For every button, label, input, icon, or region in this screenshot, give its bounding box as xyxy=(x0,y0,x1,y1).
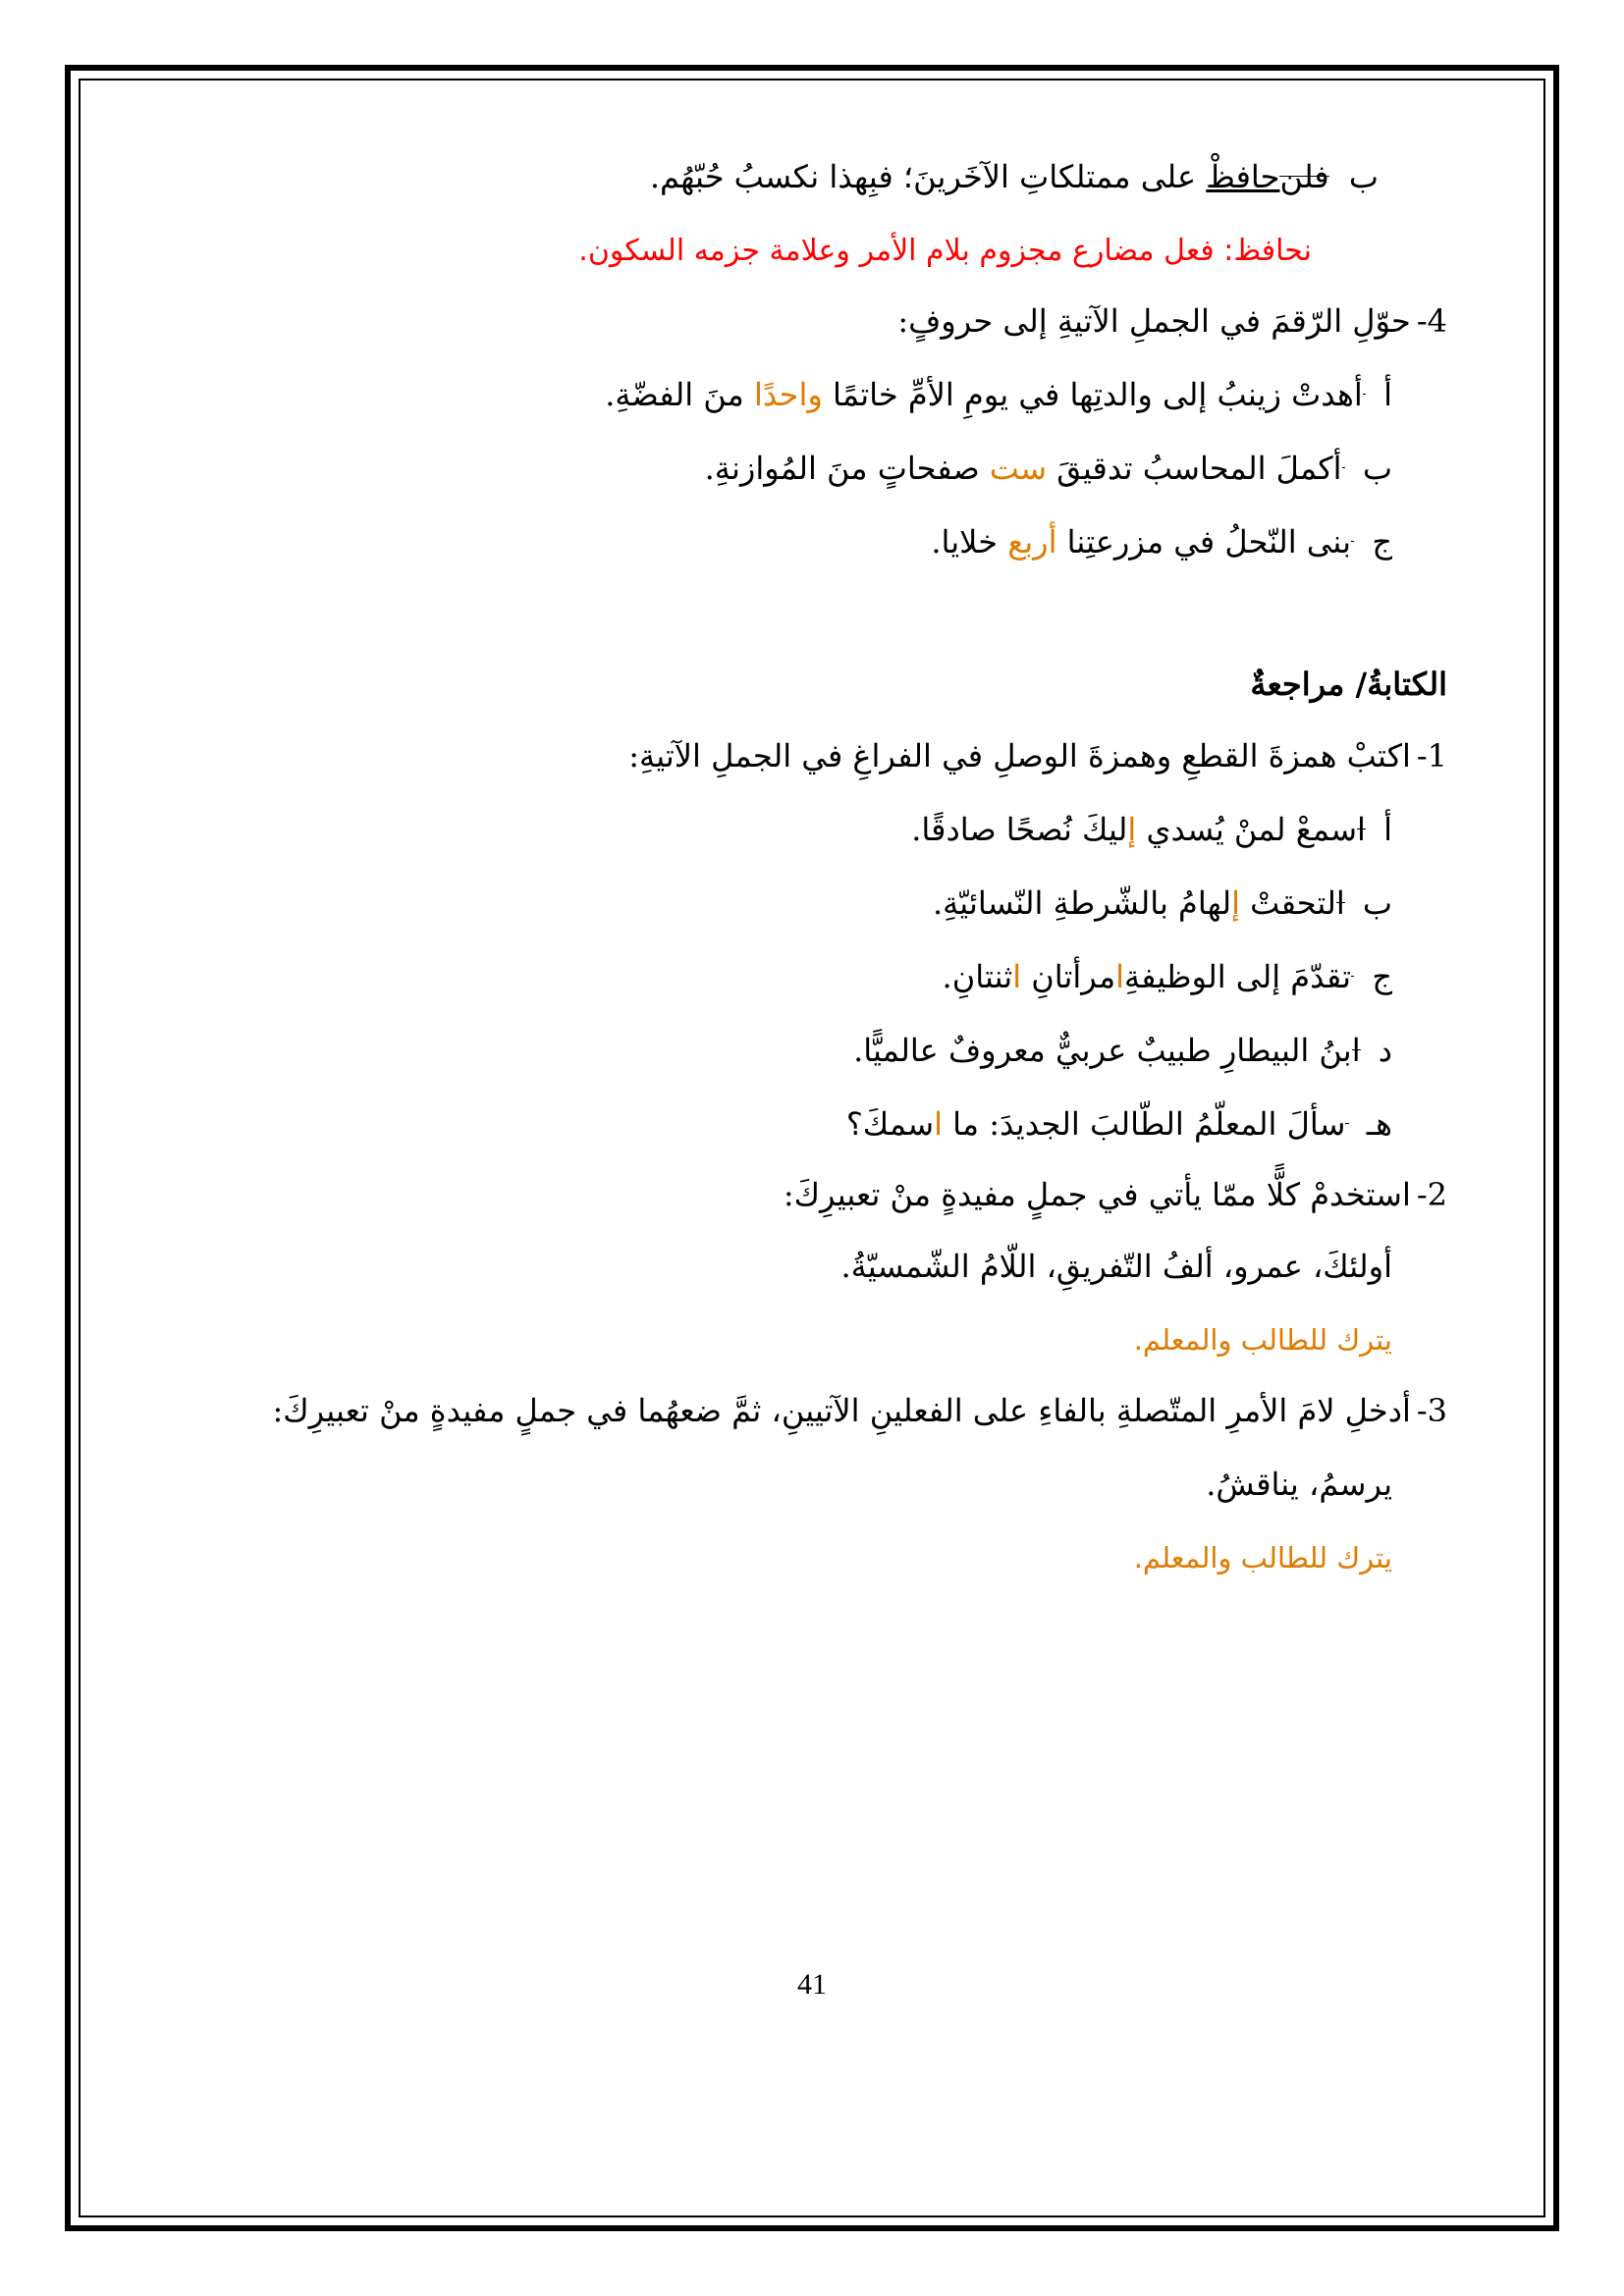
hamza-answer: ا xyxy=(1115,958,1124,995)
writing-item-d xyxy=(853,1029,1392,1072)
hamza-answer: ا xyxy=(934,1105,943,1143)
writing-question-2 xyxy=(784,1173,1447,1216)
dash-marker xyxy=(1363,373,1366,416)
sentence-text: منَ الفضّةِ. xyxy=(605,376,744,413)
writing-question-3-words: يرسمُ، يناقشُ. xyxy=(1206,1466,1392,1503)
hamza-answer: ا xyxy=(1357,811,1366,848)
sentence-text: تقدّمَ إلى الوظيفةِ xyxy=(1123,958,1351,995)
dash-marker xyxy=(1279,155,1328,198)
writing-item-b xyxy=(933,881,1392,925)
writing-question-3 xyxy=(272,1389,1447,1432)
sentence-text: سألَ المعلّمُ الطّالبَ الجديدَ: ما xyxy=(942,1105,1346,1143)
sentence-text: ثنتانِ. xyxy=(942,958,1013,995)
hamza-answer: إ xyxy=(1231,884,1240,922)
writing-question-2-note: يترك للطالب والمعلم. xyxy=(1133,1323,1392,1357)
question-4 xyxy=(897,299,1447,343)
writing-item-a xyxy=(911,808,1392,851)
item-letter: ب xyxy=(1362,884,1392,922)
answer-word: أربع xyxy=(1007,523,1057,561)
dash-marker xyxy=(1342,447,1345,490)
sentence-text: بنى النّحلُ في مزرعتِنا xyxy=(1066,523,1351,561)
question-text: اكتبْ همزةَ القطعِ وهمزةَ الوصلِ في الفراغِ في الجملِ الآتيةِ: xyxy=(628,737,1411,774)
question-text: حوّلِ الرّقمَ في الجملِ الآتيةِ إلى حروفٍ: xyxy=(897,302,1411,340)
question-4-item-a xyxy=(605,373,1392,416)
writing-item-e xyxy=(846,1102,1392,1146)
question-4-item-b xyxy=(705,447,1392,490)
hamza-answer: ا xyxy=(1351,1032,1361,1069)
underlined-verb: حافظْ xyxy=(1206,158,1280,195)
dash-marker xyxy=(1351,955,1354,998)
sentence-text: أكملَ المحاسبُ تدقيقَ xyxy=(1056,450,1342,487)
sentence-text: خلايا. xyxy=(931,523,999,561)
section-title: الكتابةُ/ مراجعةٌ xyxy=(1250,666,1447,703)
hamza-answer: ا xyxy=(1012,958,1022,995)
sentence-text: سمعْ لمنْ يُسدي xyxy=(1136,811,1358,848)
sentence-text: ليكَ نُصحًا صادقًا. xyxy=(911,811,1128,848)
sentence-b-keep xyxy=(650,155,1379,198)
dash-marker xyxy=(1336,881,1345,925)
sentence-text: أهدتْ زينبُ إلى والدتِها في يومِ الأمِّ خاتمًا xyxy=(832,376,1363,413)
question-4-item-c xyxy=(931,520,1392,563)
page-number: 41 xyxy=(797,1968,827,2001)
item-letter: ب xyxy=(1362,450,1392,487)
sentence-text: بنُ البيطارِ طبيبٌ عربيٌّ معروفٌ عالميًّا. xyxy=(853,1032,1352,1069)
dash-marker xyxy=(1351,520,1354,563)
sentence-text: سمكَ؟ xyxy=(845,1105,935,1143)
hamza-answer: ا xyxy=(1335,884,1345,922)
question-number: 2- xyxy=(1416,1176,1447,1213)
answer-prefix: فلن xyxy=(1279,158,1329,195)
question-text: أدخلِ لامَ الأمرِ المتّصلةِ بالفاءِ على الفعلينِ الآتيينِ، ثمَّ ضعهُما في جملٍ مفيدةٍ منْ تعبيرِكَ: xyxy=(272,1392,1411,1429)
sentence-text: لتحقتْ xyxy=(1239,884,1336,922)
item-letter: هـ xyxy=(1366,1105,1392,1143)
item-letter: أ xyxy=(1383,376,1392,413)
question-number: 3- xyxy=(1416,1392,1447,1429)
writing-question-2-words: أولئكَ، عمرو، ألفُ التّفريقِ، اللّامُ الشّمسيّةُ. xyxy=(840,1248,1392,1285)
dash-marker xyxy=(1345,1102,1348,1146)
answer-word: ست xyxy=(989,450,1048,487)
dash-marker xyxy=(1357,808,1366,851)
item-letter: أ xyxy=(1383,811,1392,848)
sentence-text: لهامُ بالشّرطةِ النّسائيّةِ. xyxy=(932,884,1232,922)
answer-note-red: نحافظ: فعل مضارع مجزوم بلام الأمر وعلامة جزمه السكون. xyxy=(578,234,1312,268)
question-number: 4- xyxy=(1416,302,1447,340)
dash-marker xyxy=(1352,1029,1361,1072)
writing-question-3-note: يترك للطالب والمعلم. xyxy=(1133,1541,1392,1575)
item-letter: ج xyxy=(1372,523,1392,561)
writing-question-1 xyxy=(628,734,1447,777)
sentence-text: صفحاتٍ منَ المُوازنةِ. xyxy=(704,450,980,487)
item-letter: د xyxy=(1378,1032,1392,1069)
answer-word: واحدًا xyxy=(753,376,823,413)
question-number: 1- xyxy=(1416,737,1447,774)
writing-item-c xyxy=(943,955,1392,998)
item-letter: ج xyxy=(1372,958,1392,995)
question-text: استخدمْ كلًّا ممّا يأتي في جملٍ مفيدةٍ منْ تعبيرِكَ: xyxy=(783,1176,1411,1213)
hamza-answer: إ xyxy=(1127,811,1137,848)
item-letter: ب xyxy=(1348,158,1379,195)
sentence-text: مرأتانِ xyxy=(1021,958,1116,995)
sentence-text: على ممتلكاتِ الآخَرينَ؛ فبِهذا نكسبُ حُبّهُم. xyxy=(649,158,1207,195)
